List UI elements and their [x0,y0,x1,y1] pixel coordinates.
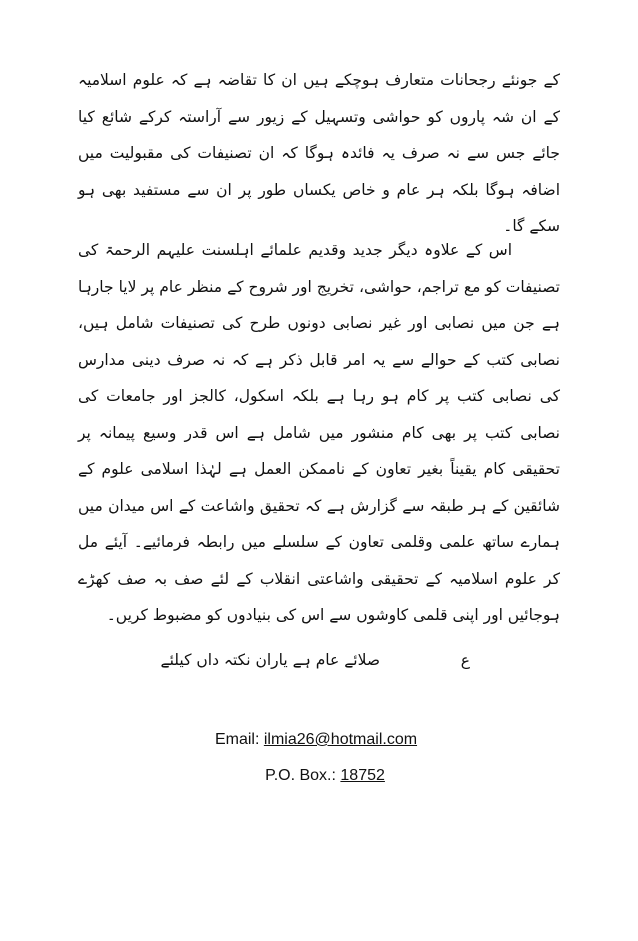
email-label: Email: [214,731,260,748]
pobox-label: P.O. Box.: [265,767,336,784]
main-paragraph-text: اس کے علاوہ دیگر جدید وقدیم علمائے اہلسنت علیہم الرحمۃ کی تصنیفات کو مع تراجم، حواشی، تخریج اور شروح کے منظر عام پر لایا جارہا ہے جن میں نصابی اور غیر نصابی دونوں طرح کی تصنیفات شامل ہیں، نصابی کتب کے حوالے سے یہ امر قابل ذکر ہے کہ نہ صرف دینی مدارس کی نصابی کتب پر کام ہو رہا ہے بلکہ اسکول، کالجز اور جامعات کی نصابی کتب پر بھی کام منشور میں شامل ہے اس قدر وسیع پیمانہ پر تحقیقی کام یقیناً بغیر تعاون کے ناممکن العمل ہے لہٰذا اسلامی علوم کے شائقین کے ہر طبقہ سے گزارش ہے کہ تحقیق واشاعت کے اس میدان میں ہمارے ساتھ علمی وقلمی تعاون کے سلسلے میں رابطہ فرمائیے۔ آیئے مل کر علوم اسلامیہ کے تحقیقی واشاعتی انقلاب کے لئے صف بہ صف کھڑے ہوجائیں اور اپنی قلمی کاوشوں سے اس کی بنیادوں کو مضبوط کریں۔ [78,241,560,624]
email-link[interactable]: ilmia26@hotmail.com [263,731,418,748]
couplet-verse: صلائے عام ہے یاران نکتہ داں کیلئے [160,651,380,669]
intro-paragraph-text: کے جونئے رجحانات متعارف ہوچکے ہیں ان کا تقاضہ ہے کہ علوم اسلامیہ کے ان شہ پاروں کو حواشی وتسہیل کے زیور سے آراستہ کرکے شائع کیا جائے جس سے نہ صرف یہ فائدہ ہوگا کہ ان تصنیفات کی مقبولیت میں اضافہ ہوگا بلکہ ہر عام و خاص یکساں طور پر ان سے مستفید بھی ہو سکے گا۔ [78,71,560,235]
contact-pobox-line [6,767,638,785]
intro-paragraph [78,62,560,245]
pobox-number: 18752 [340,767,385,784]
couplet-marker: ع [460,651,470,669]
contact-email-line [0,731,635,749]
main-paragraph [78,232,560,634]
